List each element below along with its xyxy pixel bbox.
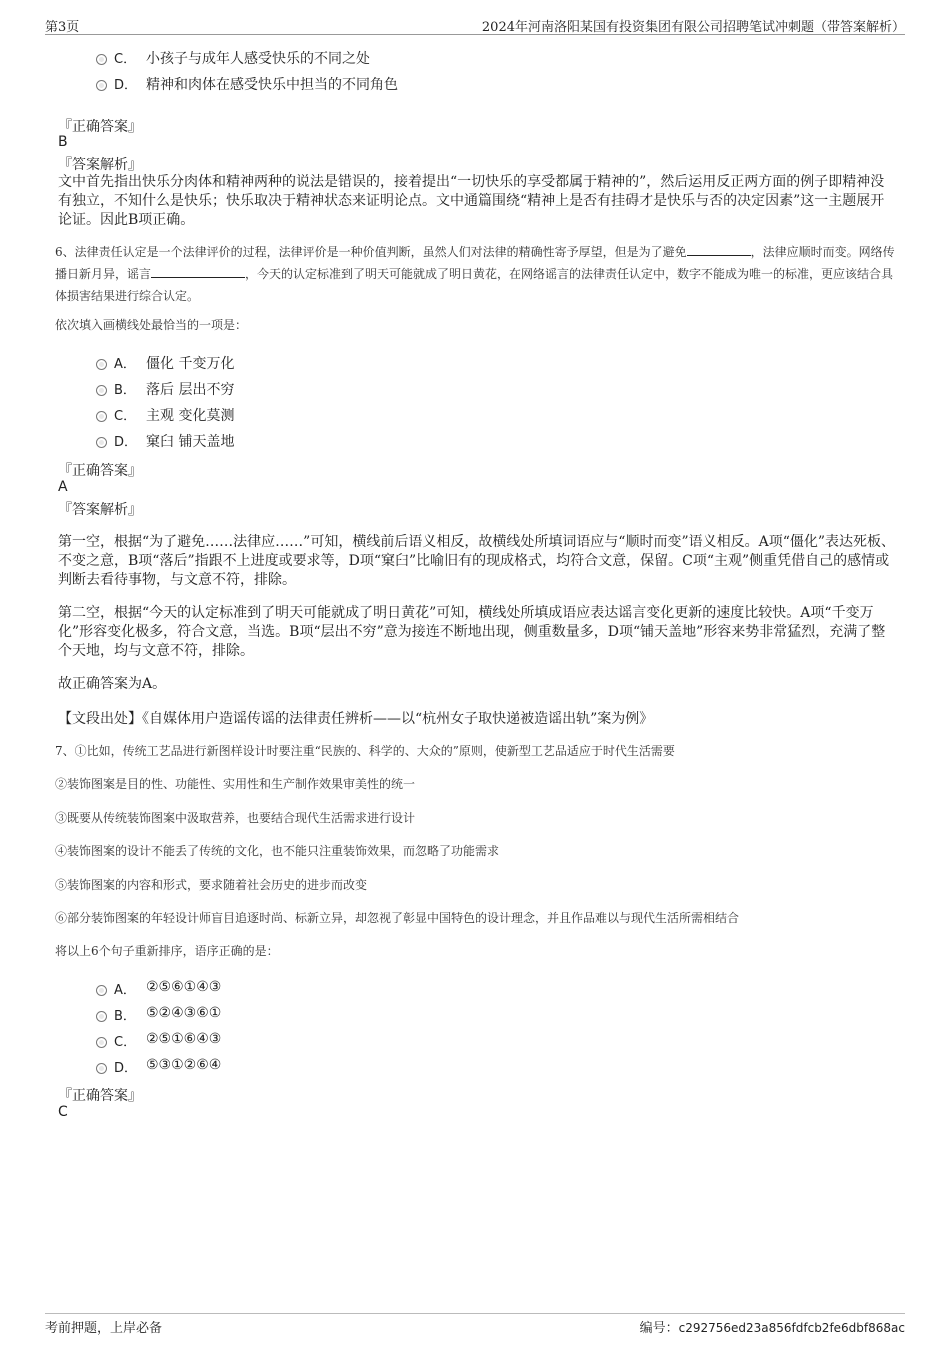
option-text: ②⑤⑥①④③ [146, 979, 222, 995]
radio-icon[interactable] [96, 54, 107, 65]
option-letter: B． [114, 383, 136, 398]
q7-sentence-5: ⑤装饰图案的内容和形式，要求随着社会历史的进步而改变 [55, 878, 368, 892]
code-label: 编号： [639, 1321, 679, 1336]
option-letter: C． [114, 409, 137, 424]
radio-icon[interactable] [96, 80, 107, 91]
q7-prompt: 将以上6个句子重新排序，语序正确的是： [55, 944, 279, 958]
q6-answer: A [58, 479, 68, 495]
option-text: 小孩子与成年人感受快乐的不同之处 [146, 51, 370, 67]
q5-answer: B [58, 134, 68, 150]
q6-analysis-p1: 第一空，根据“为了避免……法律应……”可知，横线前后语义相反，故横线处所填词语应与“顺时而变”语义相反。A项“僵化”表达死板、不变之意，B项“落后”指跟不上进度或要求等，D项“窠臼”比喻旧有的现成格式，均符合文意，保留。C项“主观”侧重凭借自己的感情或判断去看待事物，与文意不符，排除。 [58, 534, 896, 588]
q6-stem-part3: ，今天的认定标准到了明天可能就成了明日黄花，在网络谣言的法律责任认定中，数字不能成为唯一的标准，更应该结合具体损害结果进行综合认定。 [55, 267, 894, 303]
option-letter: A． [114, 357, 136, 372]
q6-analysis-p3: 故正确答案为A。 [58, 676, 167, 692]
option-letter: D． [114, 78, 138, 93]
q5-analysis-label: 『答案解析』 [58, 157, 142, 173]
q7-sentence-2: ②装饰图案是目的性、功能性、实用性和生产制作效果审美性的统一 [55, 777, 416, 791]
q5-analysis: 文中首先指出快乐分肉体和精神两种的说法是错误的，接着提出“一切快乐的享受都属于精神的”，然后运用反正两方面的例子即精神没有独立，不知什么是快乐；快乐取决于精神状态来证明论点。文中通篇围绕“精神上是否有挂碍才是快乐与否的决定因素”这一主题展开论证。因此B项正确。 [58, 174, 885, 228]
option-text: ⑤③①②⑥④ [146, 1057, 222, 1073]
document-code [640, 1317, 905, 1336]
option-letter: C． [114, 52, 137, 67]
q7-sentence-4: ④装饰图案的设计不能丢了传统的文化，也不能只注重装饰效果，而忽略了功能需求 [55, 844, 500, 858]
option-letter: D． [114, 1061, 138, 1076]
radio-icon[interactable] [96, 411, 107, 422]
option-text: 主观 变化莫测 [146, 408, 235, 424]
radio-icon[interactable] [96, 1011, 107, 1022]
option-letter: D． [114, 435, 138, 450]
option-text: 窠臼 铺天盖地 [146, 434, 235, 450]
option-text: 精神和肉体在感受快乐中担当的不同角色 [146, 77, 398, 93]
q6-answer-label: 『正确答案』 [58, 463, 142, 479]
option-letter: C． [114, 1035, 137, 1050]
option-letter: B． [114, 1009, 136, 1024]
q7-answer: C [58, 1104, 68, 1120]
document-title: 2024年河南洛阳某国有投资集团有限公司招聘笔试冲刺题（带答案解析） [481, 20, 905, 35]
radio-icon[interactable] [96, 985, 107, 996]
option-text: 僵化 千变万化 [146, 356, 235, 372]
radio-icon[interactable] [96, 1063, 107, 1074]
q6-source: 【文段出处】《自媒体用户造谣传谣的法律责任辨析——以“杭州女子取快递被造谣出轨”案为例》 [58, 711, 654, 727]
q6-stem-part1: 6、法律责任认定是一个法律评价的过程，法律评价是一种价值判断，虽然人们对法律的精确性寄予厚望，但是为了避免 [55, 245, 687, 259]
q5-answer-label: 『正确答案』 [58, 119, 142, 135]
q6-stem [55, 241, 900, 307]
q7-sentence-6: ⑥部分装饰图案的年轻设计师盲目追逐时尚、标新立异，却忽视了彰显中国特色的设计理念，并且作品难以与现代生活所需相结合 [55, 911, 740, 925]
q6-analysis-label: 『答案解析』 [58, 502, 142, 518]
option-text: 落后 层出不穷 [146, 382, 235, 398]
code-value: c292756ed23a856fdfcb2fe6dbf868ac [678, 1321, 905, 1335]
radio-icon[interactable] [96, 385, 107, 396]
q6-analysis-p2: 第二空，根据“今天的认定标准到了明天可能就成了明日黄花”可知，横线处所填成语应表达谣言变化更新的速度比较快。A项“千变万化”形容变化极多，符合文意，当选。B项“层出不穷”意为接连不断地出现，侧重数量多，D项“铺天盖地”形容来势非常猛烈，充满了整个天地，均与文意不符，排除。 [58, 605, 886, 659]
q6-prompt: 依次填入画横线处最恰当的一项是： [55, 318, 248, 332]
blank-2 [151, 265, 245, 278]
q7-sentence-3: ③既要从传统装饰图案中汲取营养，也要结合现代生活需求进行设计 [55, 811, 416, 825]
option-letter: A． [114, 983, 136, 998]
page-number: 第3页 [45, 20, 80, 35]
radio-icon[interactable] [96, 1037, 107, 1048]
option-text: ②⑤①⑥④③ [146, 1031, 222, 1047]
radio-icon[interactable] [96, 359, 107, 370]
blank-1 [687, 243, 751, 256]
page-header [45, 14, 905, 35]
radio-icon[interactable] [96, 437, 107, 448]
q6-stem-part2: ，法律应顺时而变。网络传播日新月异，谣言 [55, 245, 895, 281]
footer-slogan: 考前押题，上岸必备 [45, 1321, 163, 1336]
option-text: ⑤②④③⑥① [146, 1005, 222, 1021]
q7-answer-label: 『正确答案』 [58, 1088, 142, 1104]
q7-sentence-1: 7、①比如，传统工艺品进行新图样设计时要注重“民族的、科学的、大众的”原则，使新型工艺品适应于时代生活需要 [55, 744, 675, 758]
page-footer [45, 1313, 905, 1334]
